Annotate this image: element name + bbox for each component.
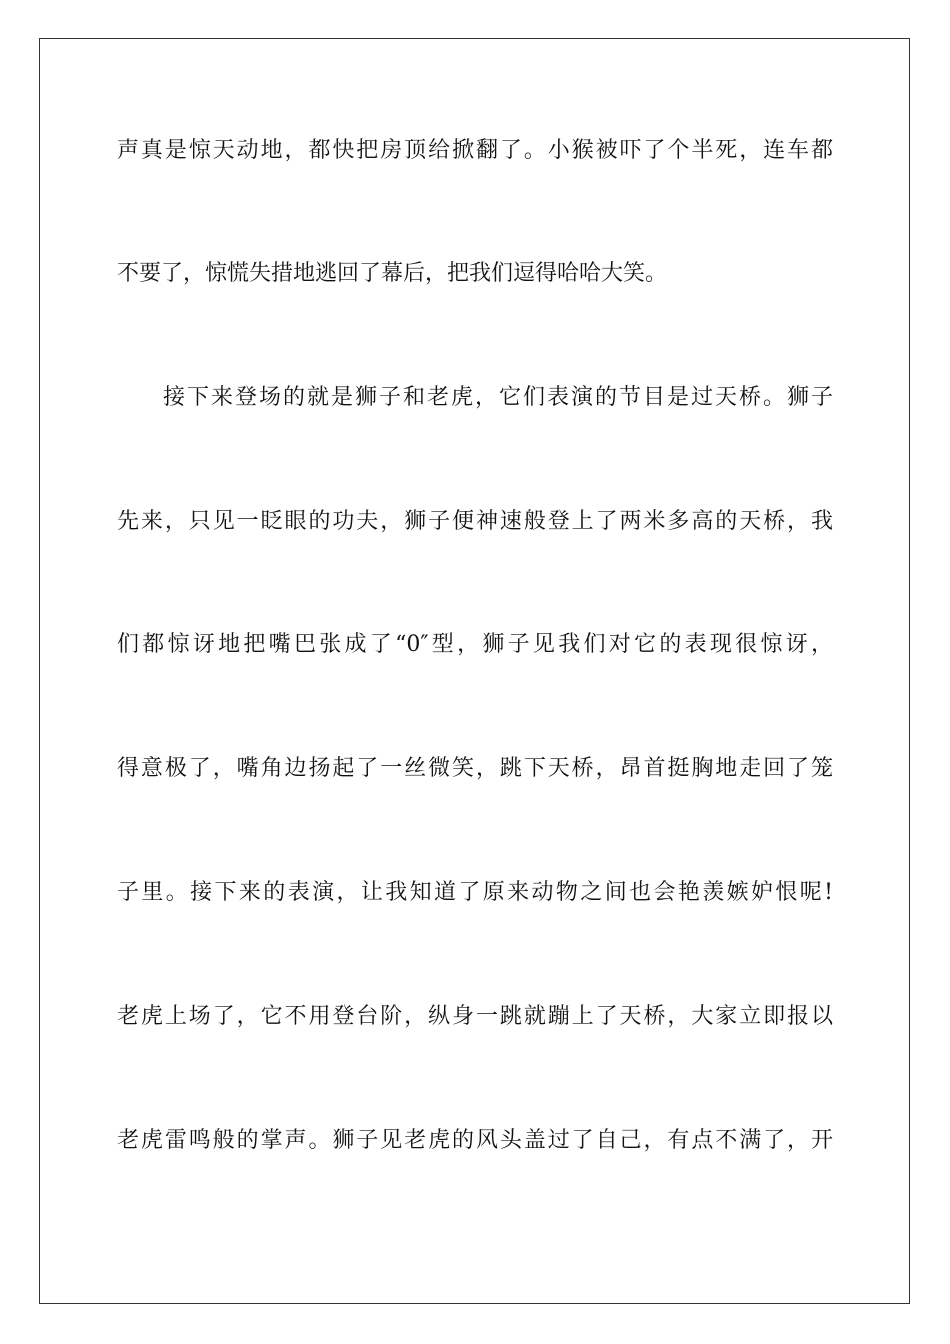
text-line-2: 不要了，惊慌失措地逃回了幕后，把我们逗得哈哈大笑。 — [117, 261, 668, 286]
text-line-6: 得意极了，嘴角边扬起了一丝微笑，跳下天桥，昂首挺胸地走回了笼 — [117, 756, 833, 781]
text-line-7: 子里。接下来的表演，让我知道了原来动物之间也会艳羡嫉妒恨呢! — [117, 880, 833, 905]
text-line-3: 接下来登场的就是狮子和老虎，它们表演的节目是过天桥。狮子 — [163, 385, 833, 410]
text-line-4: 先来，只见一眨眼的功夫，狮子便神速般登上了两米多高的天桥，我 — [117, 509, 833, 534]
text-line-5: 们都惊讶地把嘴巴张成了“0″型，狮子见我们对它的表现很惊讶， — [117, 632, 833, 657]
text-line-8: 老虎上场了，它不用登台阶，纵身一跳就蹦上了天桥，大家立即报以 — [117, 1004, 833, 1029]
text-line-1: 声真是惊天动地，都快把房顶给掀翻了。小猴被吓了个半死，连车都 — [117, 138, 833, 163]
text-line-9: 老虎雷鸣般的掌声。狮子见老虎的风头盖过了自己，有点不满了，开 — [117, 1128, 833, 1153]
page-border — [39, 38, 910, 1304]
